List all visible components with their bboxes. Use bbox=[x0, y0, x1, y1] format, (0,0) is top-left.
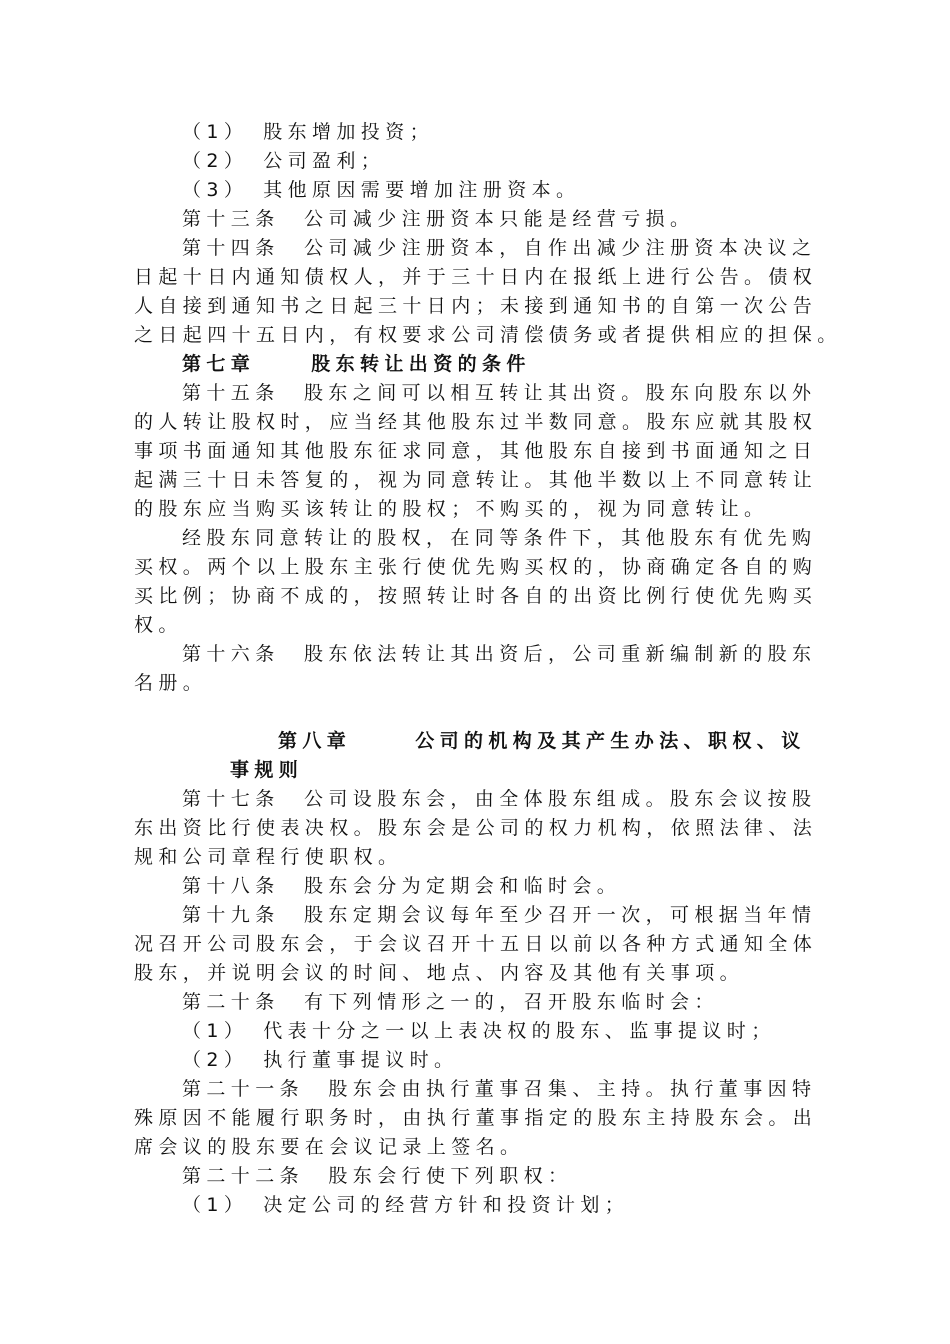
document-body bbox=[134, 118, 842, 1220]
article-14-line-2: 日起十日内通知债权人，并于三十日内在报纸上进行公告。债权 bbox=[134, 266, 818, 288]
list-item-3: （3） 其他原因需要增加注册资本。 bbox=[182, 179, 581, 201]
article-14-line-4: 之日起四十五日内，有权要求公司清偿债务或者提供相应的担保。 bbox=[134, 324, 842, 346]
article-16-line-2: 名册。 bbox=[134, 672, 208, 694]
chapter-8-title-line-2: 事规则 bbox=[230, 759, 304, 781]
chapter-8-number: 第八章 bbox=[278, 730, 352, 752]
article-15-line-5: 的股东应当购买该转让的股权；不购买的，视为同意转让。 bbox=[134, 498, 769, 520]
article-18: 第十八条 股东会分为定期会和临时会。 bbox=[182, 875, 622, 897]
article-15-para2-line-4: 权。 bbox=[134, 614, 183, 636]
chapter-7-title: 股东转让出资的条件 bbox=[311, 353, 531, 375]
article-16-line-1: 第十六条 股东依法转让其出资后，公司重新编制新的股东 bbox=[182, 643, 817, 665]
chapter-7-number: 第七章 bbox=[182, 353, 256, 375]
article-15-line-3: 事项书面通知其他股东征求同意，其他股东自接到书面通知之日 bbox=[134, 440, 818, 462]
list-item-1: （1） 股东增加投资； bbox=[182, 121, 434, 143]
article-22-item-1: （1） 决定公司的经营方针和投资计划； bbox=[182, 1194, 630, 1216]
article-15-line-4: 起满三十日未答复的，视为同意转让。其他半数以上不同意转让 bbox=[134, 469, 818, 491]
article-21-line-3: 席会议的股东要在会议记录上签名。 bbox=[134, 1136, 525, 1158]
chapter-7-heading bbox=[134, 350, 824, 379]
article-15-para2-line-1: 经股东同意转让的股权，在同等条件下，其他股东有优先购 bbox=[182, 527, 817, 549]
article-21-line-1: 第二十一条 股东会由执行董事召集、主持。执行董事因特 bbox=[182, 1078, 817, 1100]
article-22: 第二十二条 股东会行使下列职权： bbox=[182, 1165, 573, 1187]
article-21-line-2: 殊原因不能履行职务时，由执行董事指定的股东主持股东会。出 bbox=[134, 1107, 818, 1129]
article-19-line-2: 况召开公司股东会，于会议召开十五日以前以各种方式通知全体 bbox=[134, 933, 818, 955]
article-17-line-3: 规和公司章程行使职权。 bbox=[134, 846, 403, 868]
article-17-line-2: 东出资比行使表决权。股东会是公司的权力机构，依照法律、法 bbox=[134, 817, 818, 839]
article-17-line-1: 第十七条 公司设股东会，由全体股东组成。股东会议按股 bbox=[182, 788, 817, 810]
article-19-line-3: 股东，并说明会议的时间、地点、内容及其他有关事项。 bbox=[134, 962, 745, 984]
article-20-item-2: （2） 执行董事提议时。 bbox=[182, 1049, 459, 1071]
chapter-8-title: 公司的机构及其产生办法、职权、议 bbox=[415, 730, 806, 752]
article-15-para2-line-2: 买权。两个以上股东主张行使优先购买权的，协商确定各自的购 bbox=[134, 556, 818, 578]
article-15-para2-line-3: 买比例；协商不成的，按照转让时各自的出资比例行使优先购买 bbox=[134, 585, 818, 607]
article-19-line-1: 第十九条 股东定期会议每年至少召开一次，可根据当年情 bbox=[182, 904, 817, 926]
article-14-line-1: 第十四条 公司减少注册资本，自作出减少注册资本决议之 bbox=[182, 237, 817, 259]
article-13: 第十三条 公司减少注册资本只能是经营亏损。 bbox=[182, 208, 695, 230]
article-20: 第二十条 有下列情形之一的，召开股东临时会： bbox=[182, 991, 719, 1013]
list-item-2: （2） 公司盈利； bbox=[182, 150, 386, 172]
article-15-line-2: 的人转让股权时，应当经其他股东过半数同意。股东应就其股权 bbox=[134, 411, 818, 433]
chapter-8-heading bbox=[134, 727, 824, 756]
article-15-line-1: 第十五条 股东之间可以相互转让其出资。股东向股东以外 bbox=[182, 382, 817, 404]
article-14-line-3: 人自接到通知书之日起三十日内；未接到通知书的自第一次公告 bbox=[134, 295, 818, 317]
article-20-item-1: （1） 代表十分之一以上表决权的股东、监事提议时； bbox=[182, 1020, 776, 1042]
